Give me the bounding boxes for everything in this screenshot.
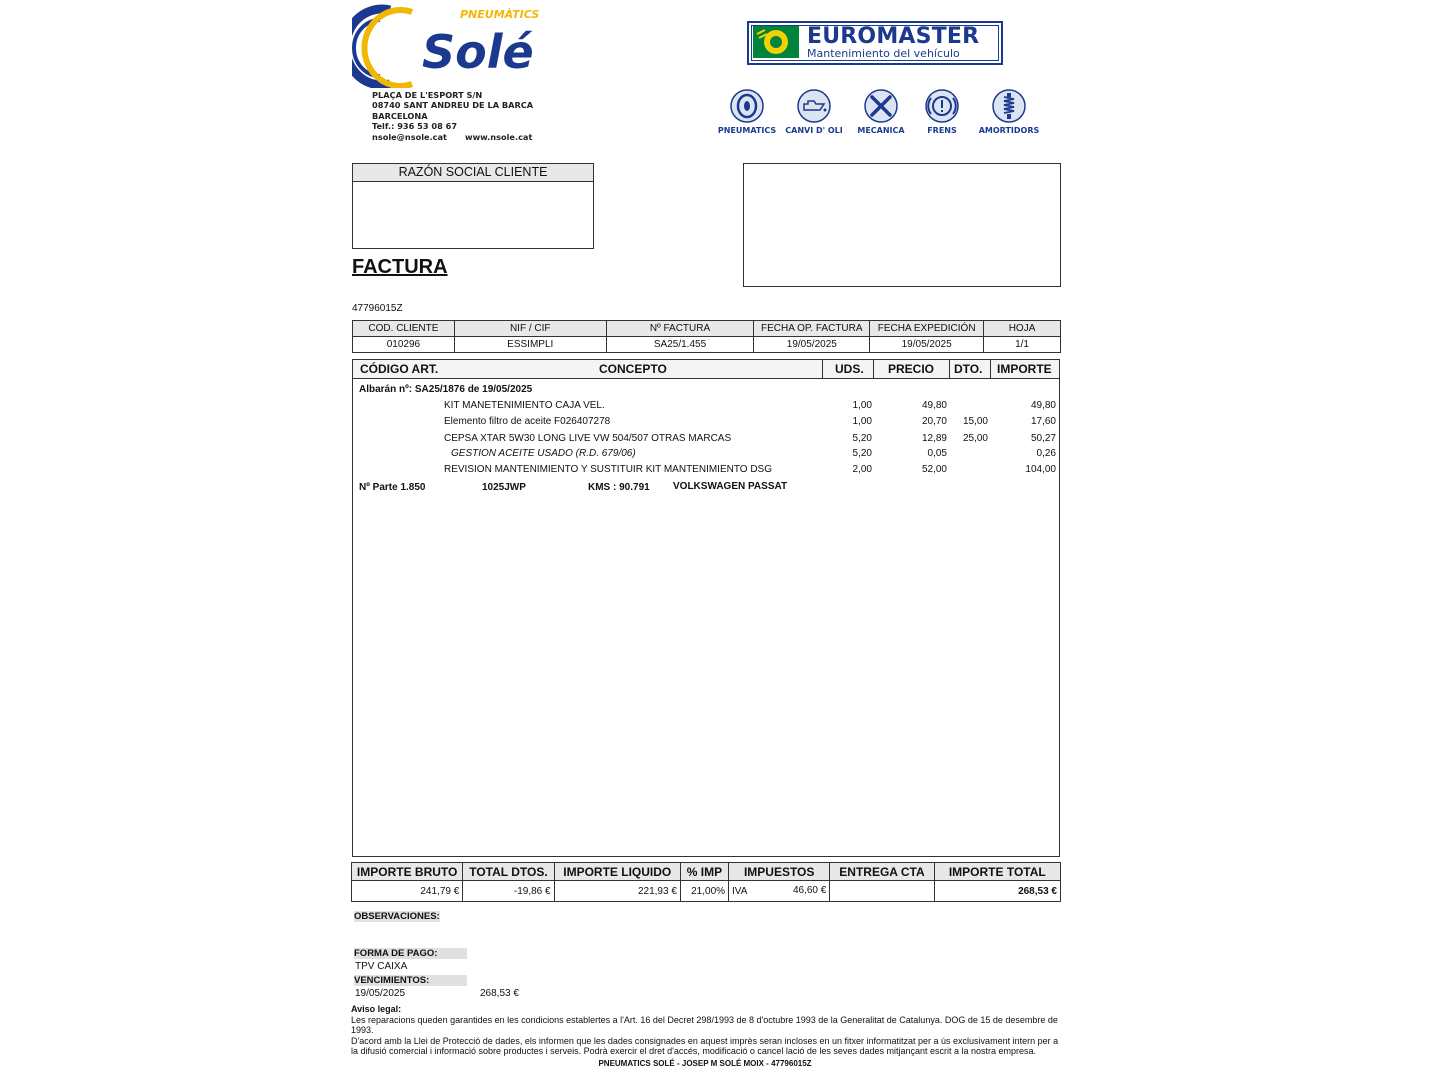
totals-header: ENTREGA CTA xyxy=(830,863,934,881)
client-address-box xyxy=(743,163,1061,287)
logo-tagline: PNEUMÀTICS xyxy=(460,8,540,21)
item-price: 49,80 xyxy=(921,400,947,411)
item-discount: 15,00 xyxy=(962,416,988,427)
sole-logo xyxy=(352,4,558,88)
mileage: KMS : 90.791 xyxy=(588,482,650,493)
item-price: 20,70 xyxy=(921,416,947,427)
wrench-icon xyxy=(861,88,901,124)
euromaster-badge-icon xyxy=(753,26,799,58)
col-code: CÓDIGO ART. xyxy=(360,362,439,376)
item-amount: 0,26 xyxy=(1036,448,1056,459)
item-units: 1,00 xyxy=(852,416,872,427)
col-units: UDS. xyxy=(835,362,864,376)
phone-line: Telf.: 936 53 08 67 xyxy=(372,121,458,132)
col-concept: CONCEPTO xyxy=(599,362,667,376)
client-nif: ESSIMPLI xyxy=(454,337,606,353)
item-concept: KIT MANETENIMIENTO CAJA VEL. xyxy=(444,400,605,411)
service-shocks xyxy=(969,88,1049,135)
item-price: 12,89 xyxy=(921,433,947,444)
part-number: Nº Parte 1.850 xyxy=(359,482,426,493)
col-amount: IMPORTE xyxy=(997,362,1052,376)
euromaster-name: EUROMASTER xyxy=(807,24,980,49)
footer-company-line: PNEUMATICS SOLÉ - JOSEP M SOLÉ MOIX - 47796015Z xyxy=(598,1059,812,1068)
meta-header: HOJA xyxy=(984,321,1061,337)
service-label: PNEUMATICS xyxy=(717,126,777,135)
totals-header: % IMP xyxy=(680,863,728,881)
brake-icon xyxy=(922,88,962,124)
euromaster-subtitle: Mantenimiento del vehículo xyxy=(807,47,960,60)
item-units: 5,20 xyxy=(852,448,872,459)
item-concept: REVISION MANTENIMIENTO Y SUSTITUIR KIT MANTENIMIENTO DSG xyxy=(444,464,773,475)
issuer-nif: 47796015Z xyxy=(352,303,403,314)
address-line: 08740 SANT ANDREU DE LA BARCA xyxy=(372,100,534,111)
address-line: PLAÇA DE L'ESPORT S/N xyxy=(372,90,483,100)
item-concept: GESTION ACEITE USADO (R.D. 679/06) xyxy=(451,448,636,459)
tax-name: IVA xyxy=(732,885,748,897)
due-amount: 268,53 € xyxy=(480,988,519,999)
invoice-meta-table xyxy=(352,320,1061,353)
item-units: 5,20 xyxy=(852,433,872,444)
tax-percent: 21,00% xyxy=(680,881,728,902)
totals-header: IMPORTE LIQUIDO xyxy=(554,863,680,881)
advance-payment xyxy=(830,881,934,902)
meta-header: COD. CLIENTE xyxy=(353,321,455,337)
item-units: 2,00 xyxy=(852,464,872,475)
license-plate: 1025JWP xyxy=(482,482,526,493)
legal-paragraph: D'acord amb la Llei de Protecció de dades, els informen que les dades consignades en aquest imprès seran incloses en un fitxer informatitzat per a ús exclusivament intern per a la difusió comercial i informació sobre productes i serveis. Podrà exercir el dret d'accés, modificació o cancel lació de les seves dades mitjançant escrit a la nostra empresa. xyxy=(351,1035,1059,1056)
service-label: AMORTIDORS xyxy=(978,126,1040,135)
tire-icon xyxy=(727,88,767,124)
gross-amount: 241,79 € xyxy=(352,881,463,902)
payment-method: TPV CAIXA xyxy=(355,961,408,972)
issue-date: 19/05/2025 xyxy=(870,337,984,353)
meta-header: FECHA EXPEDICIÓN xyxy=(870,321,984,337)
invoice-number: SA25/1.455 xyxy=(606,337,754,353)
legal-paragraph: Les reparacions queden garantides en les condicions establertes a l'Art. 16 del Decret 298/1993 de 8 d'octubre 1993 de la Generalitat de Catalunya. DOG de 15 de desembre de 1993. xyxy=(351,1014,1058,1035)
email-line: nsole@nsole.cat xyxy=(372,131,447,142)
line-items-table xyxy=(352,359,1060,857)
tax-amount: 46,60 € xyxy=(792,885,827,896)
euromaster-logo xyxy=(747,21,1003,65)
meta-header: FECHA OP. FACTURA xyxy=(754,321,870,337)
client-name-box xyxy=(352,163,594,249)
shock-absorber-icon xyxy=(989,88,1029,124)
observations-label: OBSERVACIONES: xyxy=(354,911,440,922)
service-label: MECANICA xyxy=(857,126,905,135)
totals-table xyxy=(351,862,1061,902)
totals-header: IMPORTE TOTAL xyxy=(934,863,1060,881)
service-label: FRENS xyxy=(927,126,957,135)
website: www.nsole.cat xyxy=(465,131,533,142)
logo-name: Solé xyxy=(422,25,534,79)
meta-header: NIF / CIF xyxy=(454,321,606,337)
item-amount: 49,80 xyxy=(1030,400,1056,411)
item-amount: 104,00 xyxy=(1025,464,1056,475)
item-concept: Elemento filtro de aceite F026407278 xyxy=(444,416,611,427)
client-box-title: RAZÓN SOCIAL CLIENTE xyxy=(353,164,593,182)
client-code: 010296 xyxy=(353,337,455,353)
sheet-number: 1/1 xyxy=(984,337,1061,353)
legal-notice xyxy=(351,1004,1059,1057)
item-concept: CEPSA XTAR 5W30 LONG LIVE VW 504/507 OTRAS MARCAS xyxy=(444,433,732,444)
item-price: 52,00 xyxy=(921,464,947,475)
operation-date: 19/05/2025 xyxy=(754,337,870,353)
legal-title: Aviso legal: xyxy=(351,1004,402,1014)
grand-total: 268,53 € xyxy=(934,881,1060,902)
due-dates-label: VENCIMIENTOS: xyxy=(354,975,467,986)
col-price: PRECIO xyxy=(888,362,935,376)
item-discount: 25,00 xyxy=(962,433,988,444)
item-amount: 17,60 xyxy=(1030,416,1056,427)
item-price: 0,05 xyxy=(927,448,947,459)
col-discount: DTO. xyxy=(954,362,983,376)
due-date: 19/05/2025 xyxy=(355,988,406,999)
totals-header: IMPUESTOS xyxy=(729,863,830,881)
vehicle-model: VOLKSWAGEN PASSAT xyxy=(673,481,788,492)
delivery-note: Albarán nº: SA25/1876 de 19/05/2025 xyxy=(359,384,533,395)
tax-cell xyxy=(729,881,830,902)
meta-header: Nº FACTURA xyxy=(606,321,754,337)
service-label: CANVI D' OLI xyxy=(785,126,843,135)
company-address xyxy=(372,90,533,142)
item-units: 1,00 xyxy=(852,400,872,411)
total-discounts: -19,86 € xyxy=(463,881,554,902)
document-title: FACTURA xyxy=(352,256,448,278)
oil-can-icon xyxy=(794,88,834,124)
address-line: BARCELONA xyxy=(372,110,428,121)
payment-method-label: FORMA DE PAGO: xyxy=(354,948,467,959)
net-amount: 221,93 € xyxy=(554,881,680,902)
line-items-header xyxy=(353,360,1059,379)
item-amount: 50,27 xyxy=(1030,433,1056,444)
totals-header: IMPORTE BRUTO xyxy=(352,863,463,881)
totals-header: TOTAL DTOS. xyxy=(463,863,554,881)
